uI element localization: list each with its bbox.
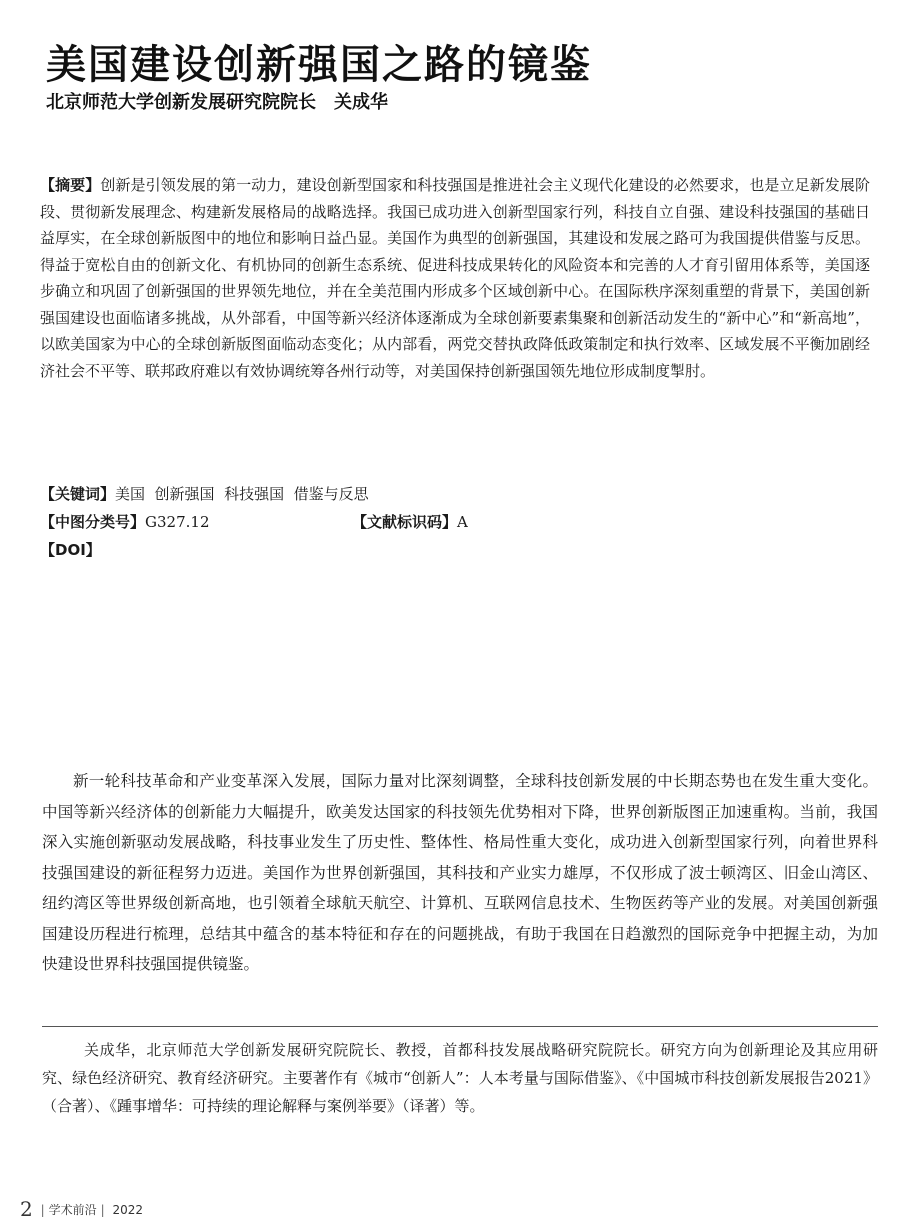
abstract bbox=[40, 172, 870, 384]
page-number: 2 bbox=[20, 1197, 33, 1221]
doi-row bbox=[40, 537, 870, 563]
footer-separator: | bbox=[100, 1203, 105, 1217]
keywords-text: 美国 创新强国 科技强国 借鉴与反思 bbox=[115, 485, 369, 503]
author-affiliation: 北京师范大学创新发展研究院院长 bbox=[46, 92, 316, 113]
article-title: 美国建设创新强国之路的镜鉴 bbox=[46, 41, 592, 88]
page-footer bbox=[20, 1198, 143, 1221]
abstract-text: 创新是引领发展的第一动力，建设创新型国家和科技强国是推进社会主义现代化建设的必然要求，也是立足新发展阶段、贯彻新发展理念、构建新发展格局的战略选择。我国已成功进入创新型国家行列，科技自立自强、建设科技强国的基础日益厚实，在全球创新版图中的地位和影响日益凸显。美国作为典型的创新强国，其建设和发展之路可为我国提供借鉴与反思。得益于宽松自由的创新文化、有机协同的创新生态系统、促进科技成果转化的风险资本和完善的人才育引留用体系等，美国逐步确立和巩固了创新强国的世界领先地位，并在全美范围内形成多个区域创新中心。在国际秩序深刻重塑的背景下，美国创新强国建设也面临诸多挑战，从外部看，中国等新兴经济体逐渐成为全球创新要素集聚和创新活动发生的“新中心”和“新高地”，以欧美国家为中心的全球创新版图面临动态变化；从内部看，两党交替执政降低政策制定和执行效率、区域发展不平衡加剧经济社会不平等、联邦政府难以有效协调统筹各州行动等，对美国保持创新强国领先地位形成制度掣肘。 bbox=[40, 176, 870, 380]
footnote-divider bbox=[42, 1026, 878, 1027]
doc-code-label: 【文献标识码】 bbox=[352, 513, 458, 531]
body-paragraph: 新一轮科技革命和产业变革深入发展，国际力量对比深刻调整，全球科技创新发展的中长期态势也在发生重大变化。中国等新兴经济体的创新能力大幅提升，欧美发达国家的科技领先优势相对下降，世界创新版图正加速重构。当前，我国深入实施创新驱动发展战略，科技事业发生了历史性、整体性、格局性重大变化，成功进入创新型国家行列，向着世界科技强国建设的新征程努力迈进。美国作为世界创新强国，其科技和产业实力雄厚，不仅形成了波士顿湾区、旧金山湾区、纽约湾区等世界级创新高地，也引领着全球航天航空、计算机、互联网信息技术、生物医药等产业的发展。对美国创新强国建设历程进行梳理，总结其中蕴含的基本特征和存在的问题挑战，有助于我国在日趋激烈的国际竞争中把握主动，为加快建设世界科技强国提供镜鉴。 bbox=[42, 772, 878, 973]
doc-code-group bbox=[352, 509, 468, 535]
doc-code-value: A bbox=[457, 513, 468, 531]
classification-row bbox=[40, 509, 870, 535]
abstract-label: 【摘要】 bbox=[40, 176, 101, 194]
classification-value: G327.12 bbox=[145, 513, 210, 531]
author-name: 关成华 bbox=[334, 92, 388, 113]
doi-label: 【DOI】 bbox=[40, 541, 101, 559]
journal-name: 学术前沿 bbox=[48, 1203, 97, 1217]
classification-label: 【中图分类号】 bbox=[40, 513, 146, 531]
footer-separator: | bbox=[40, 1203, 45, 1217]
footer-year: 2022 bbox=[112, 1203, 144, 1217]
keywords-row bbox=[40, 481, 870, 507]
author-bio: 关成华，北京师范大学创新发展研究院院长、教授，首都科技发展战略研究院院长。研究方向为创新理论及其应用研究、绿色经济研究、教育经济研究。主要著作有《城市“创新人”：人本考量与国际借鉴》、《中国城市科技创新发展报告2021》（合著）、《踵事增华：可持续的理论解释与案例举要》（译著）等。 bbox=[42, 1041, 878, 1115]
author-line bbox=[46, 90, 388, 116]
keywords-label: 【关键词】 bbox=[40, 485, 116, 503]
